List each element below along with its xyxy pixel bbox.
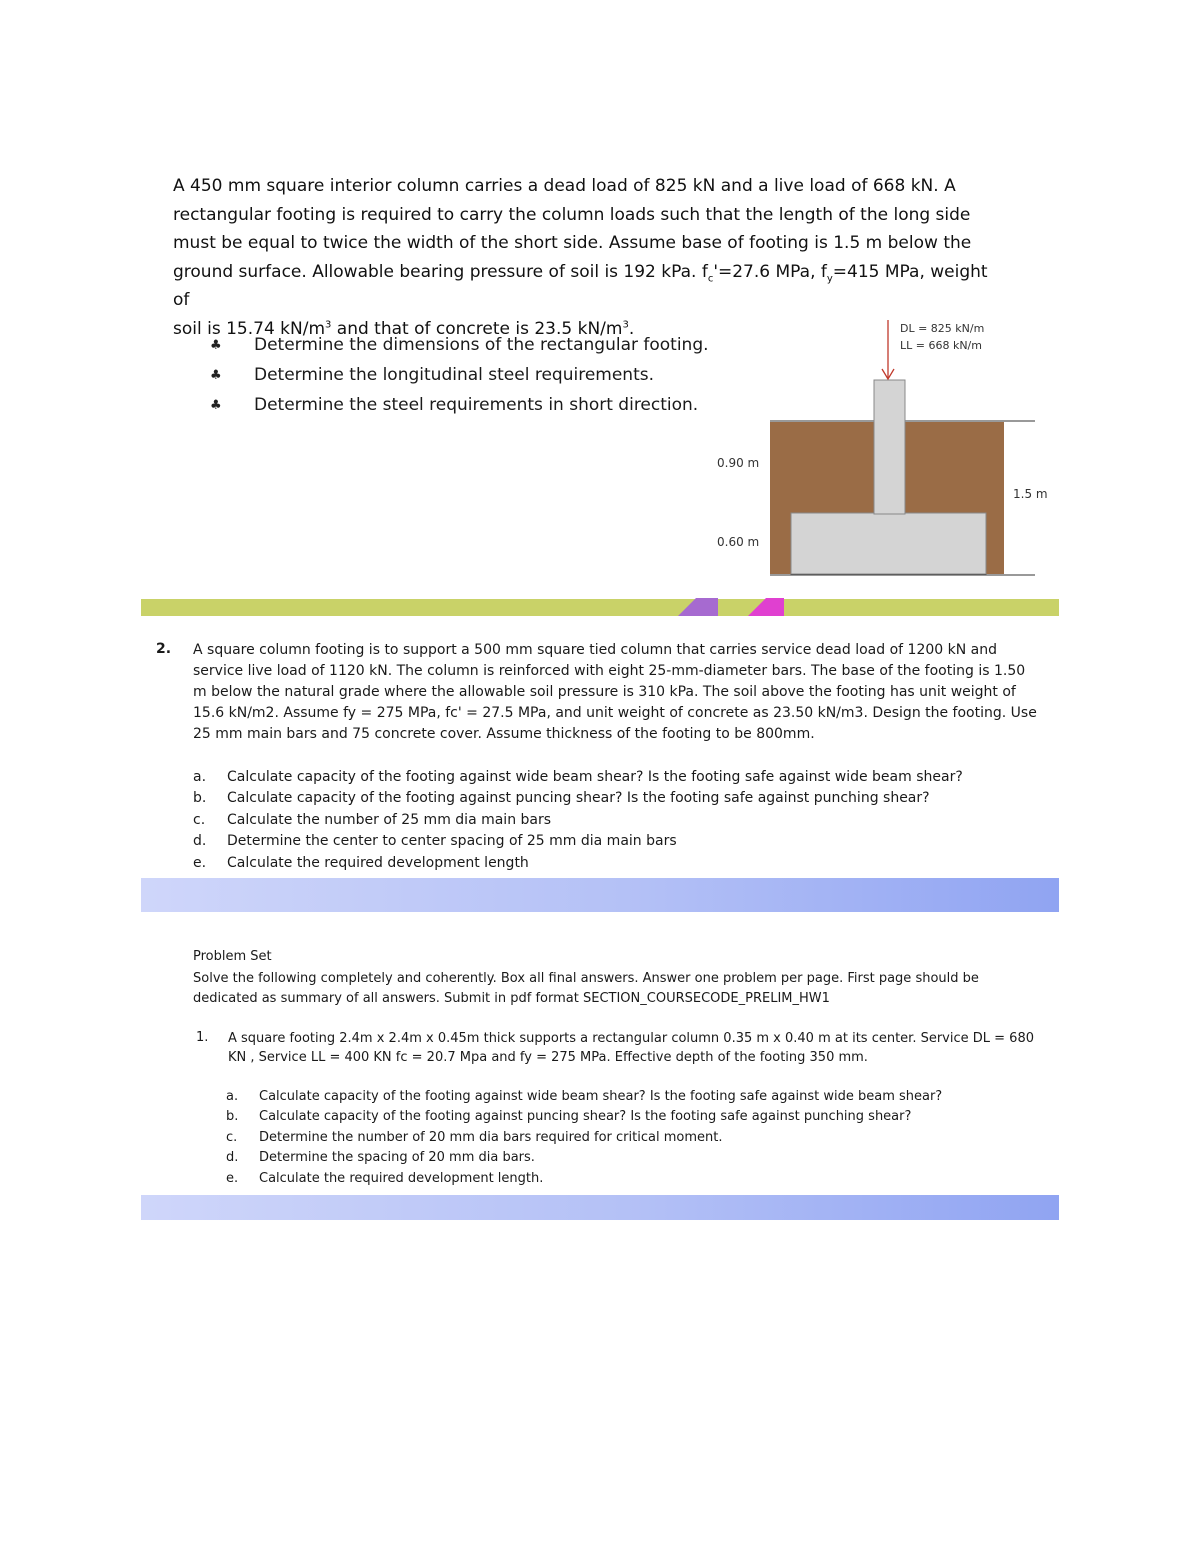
intro-line-1: A 450 mm square interior column carries a dead load of 825 kN and a live load of 668 kN. A (173, 176, 956, 196)
footing-slab (791, 513, 986, 574)
intro-line-2: rectangular footing is required to carry the column loads such that the length of the long side (173, 204, 971, 225)
option-item: d. Determine the center to center spacing of 25 mm dia main bars (193, 833, 677, 850)
dim-total-label: 1.5 m (1013, 487, 1048, 501)
problem2-number: 2. (156, 641, 172, 657)
divider-accents (678, 598, 788, 617)
question1-options (226, 1086, 942, 1189)
option-item: e. Calculate the required development length. (226, 1170, 544, 1186)
problem-set-instructions: Solve the following completely and coherently. Box all final answers. Answer one problem per page. First page should be dedicated as summary of all answers. Submit in pdf format SECTION_COURSECODE_PRELIM_HW1 (193, 971, 979, 1006)
footing-diagram (700, 312, 1070, 582)
problem2-options (193, 766, 963, 874)
task-item: ♣ Determine the steel requirements in short direction. (210, 395, 699, 415)
ll-label: LL = 668 kN/m (900, 339, 982, 352)
question1-text: A square footing 2.4m x 2.4m x 0.45m thick supports a rectangular column 0.35 m x 0.40 m at its center. Service DL = 680 KN , Service LL = 400 KN fc = 20.7 Mpa and fy = 275 MPa. Effective depth of the footing 350 mm. (228, 1031, 1034, 1065)
magenta-accent-shape (748, 598, 784, 616)
task-item: ♣ Determine the longitudinal steel requirements. (210, 365, 654, 385)
divider-bar-blue-2 (141, 1195, 1059, 1220)
intro-line-5: soil is 15.74 $kN/m^3$ and that of concrete is 23.5 $kN/m^3$. (173, 318, 635, 339)
option-item: c. Determine the number of 20 mm dia bars required for critical moment. (226, 1129, 723, 1145)
option-item: b. Calculate capacity of the footing against puncing shear? Is the footing safe against punching shear? (193, 790, 930, 807)
problem1-task-list (210, 330, 730, 420)
problem-set-title: Problem Set (193, 949, 272, 964)
dim-lower-label: 0.60 m (717, 535, 760, 549)
divider-bar-green (141, 599, 1059, 616)
club-icon: ♣ (210, 337, 222, 353)
column (874, 380, 905, 514)
task-item: ♣ Determine the dimensions of the rectangular footing. (210, 335, 709, 355)
option-item: e. Calculate the required development length (193, 854, 529, 871)
option-item: b. Calculate capacity of the footing against puncing shear? Is the footing safe against punching shear? (226, 1109, 912, 1125)
option-item: a. Calculate capacity of the footing against wide beam shear? Is the footing safe against wide beam shear? (226, 1088, 943, 1104)
dl-label: DL = 825 kN/m (900, 322, 985, 335)
club-icon: ♣ (210, 397, 222, 413)
intro-line-4: ground surface. Allowable bearing pressure of soil is 192 kPa. $f_c'=27.6$ MPa, $f_y=415$ MPa, weight of (173, 261, 988, 310)
option-item: d. Determine the spacing of 20 mm dia bars. (226, 1150, 535, 1166)
option-item: c. Calculate the number of 25 mm dia main bars (193, 811, 552, 828)
question1-number: 1. (196, 1030, 209, 1045)
problem2-text: A square column footing is to support a 500 mm square tied column that carries service dead load of 1200 kN and service live load of 1120 kN. The column is reinforced with eight 25-mm-diameter bars. The base of the footing is 1.50 m below the natural grade where the allowable soil pressure is 310 kPa. The soil above the footing has unit weight of 15.6 kN/m2. Assume fy = 275 MPa, fc' = 27.5 MPa, and unit weight of concrete as 23.50 kN/m3. Design the footing. Use 25 mm main bars and 75 concrete cover. Assume thickness of the footing to be 800mm. (193, 642, 1037, 742)
option-item: a. Calculate capacity of the footing against wide beam shear? Is the footing safe against wide beam shear? (193, 768, 963, 785)
divider-bar-blue-1 (141, 878, 1059, 912)
purple-accent-shape (678, 598, 718, 616)
dim-upper-label: 0.90 m (717, 456, 760, 470)
club-icon: ♣ (210, 367, 222, 383)
intro-line-3: must be equal to twice the width of the short side. Assume base of footing is 1.5 m below the (173, 233, 972, 253)
